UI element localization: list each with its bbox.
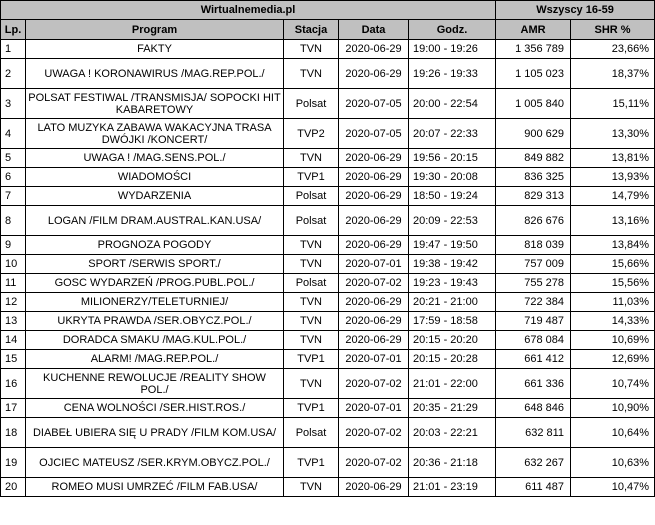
group-header: Wszyscy 16-59 xyxy=(496,1,655,20)
cell-program: SPORT /SERWIS SPORT./ xyxy=(26,255,284,274)
cell-data: 2020-07-05 xyxy=(339,89,409,119)
cell-program: PROGNOZA POGODY xyxy=(26,236,284,255)
table-body xyxy=(1,40,655,497)
table-row xyxy=(1,59,655,89)
column-header-godz: Godz. xyxy=(409,20,496,40)
cell-shr: 10,64% xyxy=(571,418,655,448)
cell-data: 2020-06-29 xyxy=(339,187,409,206)
cell-godz: 19:47 - 19:50 xyxy=(409,236,496,255)
table-row xyxy=(1,448,655,478)
cell-lp: 3 xyxy=(1,89,26,119)
cell-godz: 20:21 - 21:00 xyxy=(409,293,496,312)
cell-lp: 19 xyxy=(1,448,26,478)
cell-godz: 20:00 - 22:54 xyxy=(409,89,496,119)
cell-amr: 719 487 xyxy=(496,312,571,331)
cell-shr: 13,93% xyxy=(571,168,655,187)
cell-shr: 15,11% xyxy=(571,89,655,119)
cell-godz: 19:26 - 19:33 xyxy=(409,59,496,89)
cell-data: 2020-07-01 xyxy=(339,255,409,274)
cell-stacja: Polsat xyxy=(284,418,339,448)
cell-amr: 661 412 xyxy=(496,350,571,369)
cell-data: 2020-06-29 xyxy=(339,312,409,331)
cell-shr: 10,74% xyxy=(571,369,655,399)
cell-shr: 13,16% xyxy=(571,206,655,236)
cell-program: GOSC WYDARZEŃ /PROG.PUBL.POL./ xyxy=(26,274,284,293)
cell-godz: 19:38 - 19:42 xyxy=(409,255,496,274)
cell-data: 2020-06-29 xyxy=(339,236,409,255)
cell-godz: 20:15 - 20:20 xyxy=(409,331,496,350)
cell-stacja: TVN xyxy=(284,293,339,312)
table-row xyxy=(1,312,655,331)
cell-program: UKRYTA PRAWDA /SER.OBYCZ.POL./ xyxy=(26,312,284,331)
cell-shr: 10,47% xyxy=(571,478,655,497)
cell-data: 2020-07-02 xyxy=(339,369,409,399)
cell-program: ALARM! /MAG.REP.POL./ xyxy=(26,350,284,369)
cell-data: 2020-06-29 xyxy=(339,40,409,59)
cell-lp: 16 xyxy=(1,369,26,399)
cell-lp: 12 xyxy=(1,293,26,312)
cell-godz: 20:35 - 21:29 xyxy=(409,399,496,418)
table-row xyxy=(1,399,655,418)
table-row xyxy=(1,331,655,350)
cell-godz: 19:23 - 19:43 xyxy=(409,274,496,293)
cell-shr: 14,79% xyxy=(571,187,655,206)
cell-program: OJCIEC MATEUSZ /SER.KRYM.OBYCZ.POL./ xyxy=(26,448,284,478)
table-row xyxy=(1,187,655,206)
cell-amr: 1 005 840 xyxy=(496,89,571,119)
cell-stacja: Polsat xyxy=(284,89,339,119)
cell-amr: 648 846 xyxy=(496,399,571,418)
cell-amr: 722 384 xyxy=(496,293,571,312)
cell-shr: 14,33% xyxy=(571,312,655,331)
cell-lp: 11 xyxy=(1,274,26,293)
cell-stacja: TVP1 xyxy=(284,399,339,418)
table-row xyxy=(1,369,655,399)
cell-stacja: TVP1 xyxy=(284,350,339,369)
cell-program: CENA WOLNOŚCI /SER.HIST.ROS./ xyxy=(26,399,284,418)
header-row-top xyxy=(1,1,655,20)
cell-amr: 1 356 789 xyxy=(496,40,571,59)
cell-lp: 13 xyxy=(1,312,26,331)
cell-data: 2020-07-02 xyxy=(339,448,409,478)
cell-stacja: TVP1 xyxy=(284,168,339,187)
cell-stacja: TVN xyxy=(284,59,339,89)
cell-data: 2020-07-01 xyxy=(339,350,409,369)
cell-amr: 757 009 xyxy=(496,255,571,274)
cell-program: ROMEO MUSI UMRZEĆ /FILM FAB.USA/ xyxy=(26,478,284,497)
cell-shr: 10,90% xyxy=(571,399,655,418)
cell-stacja: TVN xyxy=(284,331,339,350)
cell-godz: 18:50 - 19:24 xyxy=(409,187,496,206)
cell-godz: 20:36 - 21:18 xyxy=(409,448,496,478)
cell-amr: 900 629 xyxy=(496,119,571,149)
cell-godz: 19:00 - 19:26 xyxy=(409,40,496,59)
column-header-program: Program xyxy=(26,20,284,40)
cell-program: LOGAN /FILM DRAM.AUSTRAL.KAN.USA/ xyxy=(26,206,284,236)
cell-lp: 18 xyxy=(1,418,26,448)
table-row xyxy=(1,236,655,255)
cell-lp: 20 xyxy=(1,478,26,497)
cell-data: 2020-07-02 xyxy=(339,418,409,448)
cell-stacja: Polsat xyxy=(284,274,339,293)
cell-data: 2020-06-29 xyxy=(339,206,409,236)
cell-shr: 11,03% xyxy=(571,293,655,312)
cell-stacja: TVN xyxy=(284,236,339,255)
cell-stacja: Polsat xyxy=(284,187,339,206)
cell-stacja: TVN xyxy=(284,478,339,497)
cell-lp: 17 xyxy=(1,399,26,418)
cell-godz: 20:09 - 22:53 xyxy=(409,206,496,236)
cell-lp: 1 xyxy=(1,40,26,59)
cell-godz: 19:30 - 20:08 xyxy=(409,168,496,187)
source-header: Wirtualnemedia.pl xyxy=(1,1,496,20)
cell-program: LATO MUZYKA ZABAWA WAKACYJNA TRASA DWÓJKI /KONCERT/ xyxy=(26,119,284,149)
cell-shr: 10,69% xyxy=(571,331,655,350)
table-row xyxy=(1,350,655,369)
cell-lp: 5 xyxy=(1,149,26,168)
cell-amr: 836 325 xyxy=(496,168,571,187)
cell-data: 2020-07-02 xyxy=(339,274,409,293)
cell-shr: 13,30% xyxy=(571,119,655,149)
table-row xyxy=(1,168,655,187)
cell-lp: 15 xyxy=(1,350,26,369)
cell-stacja: Polsat xyxy=(284,206,339,236)
cell-amr: 818 039 xyxy=(496,236,571,255)
header-row-columns xyxy=(1,20,655,40)
cell-amr: 829 313 xyxy=(496,187,571,206)
cell-lp: 4 xyxy=(1,119,26,149)
cell-amr: 632 267 xyxy=(496,448,571,478)
cell-shr: 13,84% xyxy=(571,236,655,255)
column-header-shr: SHR % xyxy=(571,20,655,40)
cell-amr: 849 882 xyxy=(496,149,571,168)
cell-amr: 661 336 xyxy=(496,369,571,399)
cell-stacja: TVN xyxy=(284,369,339,399)
cell-shr: 10,63% xyxy=(571,448,655,478)
cell-data: 2020-06-29 xyxy=(339,293,409,312)
cell-godz: 19:56 - 20:15 xyxy=(409,149,496,168)
cell-data: 2020-06-29 xyxy=(339,149,409,168)
table-row xyxy=(1,274,655,293)
cell-program: UWAGA ! KORONAWIRUS /MAG.REP.POL./ xyxy=(26,59,284,89)
cell-data: 2020-06-29 xyxy=(339,168,409,187)
cell-shr: 15,66% xyxy=(571,255,655,274)
cell-data: 2020-07-01 xyxy=(339,399,409,418)
cell-godz: 20:07 - 22:33 xyxy=(409,119,496,149)
cell-stacja: TVN xyxy=(284,255,339,274)
cell-program: WIADOMOŚCI xyxy=(26,168,284,187)
cell-godz: 21:01 - 22:00 xyxy=(409,369,496,399)
cell-lp: 14 xyxy=(1,331,26,350)
table-row xyxy=(1,255,655,274)
cell-amr: 755 278 xyxy=(496,274,571,293)
cell-shr: 13,81% xyxy=(571,149,655,168)
cell-program: MILIONERZY/TELETURNIEJ/ xyxy=(26,293,284,312)
cell-program: POLSAT FESTIWAL /TRANSMISJA/ SOPOCKI HIT KABARETOWY xyxy=(26,89,284,119)
table-row xyxy=(1,418,655,448)
cell-shr: 15,56% xyxy=(571,274,655,293)
cell-data: 2020-06-29 xyxy=(339,59,409,89)
cell-program: UWAGA ! /MAG.SENS.POL./ xyxy=(26,149,284,168)
cell-stacja: TVP1 xyxy=(284,448,339,478)
table-row xyxy=(1,293,655,312)
cell-data: 2020-07-05 xyxy=(339,119,409,149)
cell-lp: 6 xyxy=(1,168,26,187)
column-header-amr: AMR xyxy=(496,20,571,40)
cell-stacja: TVP2 xyxy=(284,119,339,149)
table-row xyxy=(1,119,655,149)
cell-shr: 18,37% xyxy=(571,59,655,89)
cell-amr: 632 811 xyxy=(496,418,571,448)
cell-program: FAKTY xyxy=(26,40,284,59)
cell-godz: 20:15 - 20:28 xyxy=(409,350,496,369)
cell-lp: 8 xyxy=(1,206,26,236)
column-header-lp: Lp. xyxy=(1,20,26,40)
table-row xyxy=(1,149,655,168)
cell-godz: 20:03 - 22:21 xyxy=(409,418,496,448)
cell-stacja: TVN xyxy=(284,40,339,59)
cell-lp: 10 xyxy=(1,255,26,274)
cell-amr: 826 676 xyxy=(496,206,571,236)
cell-program: DIABEŁ UBIERA SIĘ U PRADY /FILM KOM.USA/ xyxy=(26,418,284,448)
cell-program: KUCHENNE REWOLUCJE /REALITY SHOW POL./ xyxy=(26,369,284,399)
cell-lp: 7 xyxy=(1,187,26,206)
column-header-data: Data xyxy=(339,20,409,40)
cell-program: DORADCA SMAKU /MAG.KUL.POL./ xyxy=(26,331,284,350)
table-row xyxy=(1,206,655,236)
table-row xyxy=(1,478,655,497)
cell-amr: 678 084 xyxy=(496,331,571,350)
cell-godz: 17:59 - 18:58 xyxy=(409,312,496,331)
table-row xyxy=(1,40,655,59)
cell-amr: 611 487 xyxy=(496,478,571,497)
cell-godz: 21:01 - 23:19 xyxy=(409,478,496,497)
cell-data: 2020-06-29 xyxy=(339,478,409,497)
table-row xyxy=(1,89,655,119)
cell-amr: 1 105 023 xyxy=(496,59,571,89)
cell-shr: 12,69% xyxy=(571,350,655,369)
cell-stacja: TVN xyxy=(284,149,339,168)
cell-program: WYDARZENIA xyxy=(26,187,284,206)
column-header-stacja: Stacja xyxy=(284,20,339,40)
cell-stacja: TVN xyxy=(284,312,339,331)
cell-lp: 9 xyxy=(1,236,26,255)
cell-lp: 2 xyxy=(1,59,26,89)
cell-data: 2020-06-29 xyxy=(339,331,409,350)
cell-shr: 23,66% xyxy=(571,40,655,59)
